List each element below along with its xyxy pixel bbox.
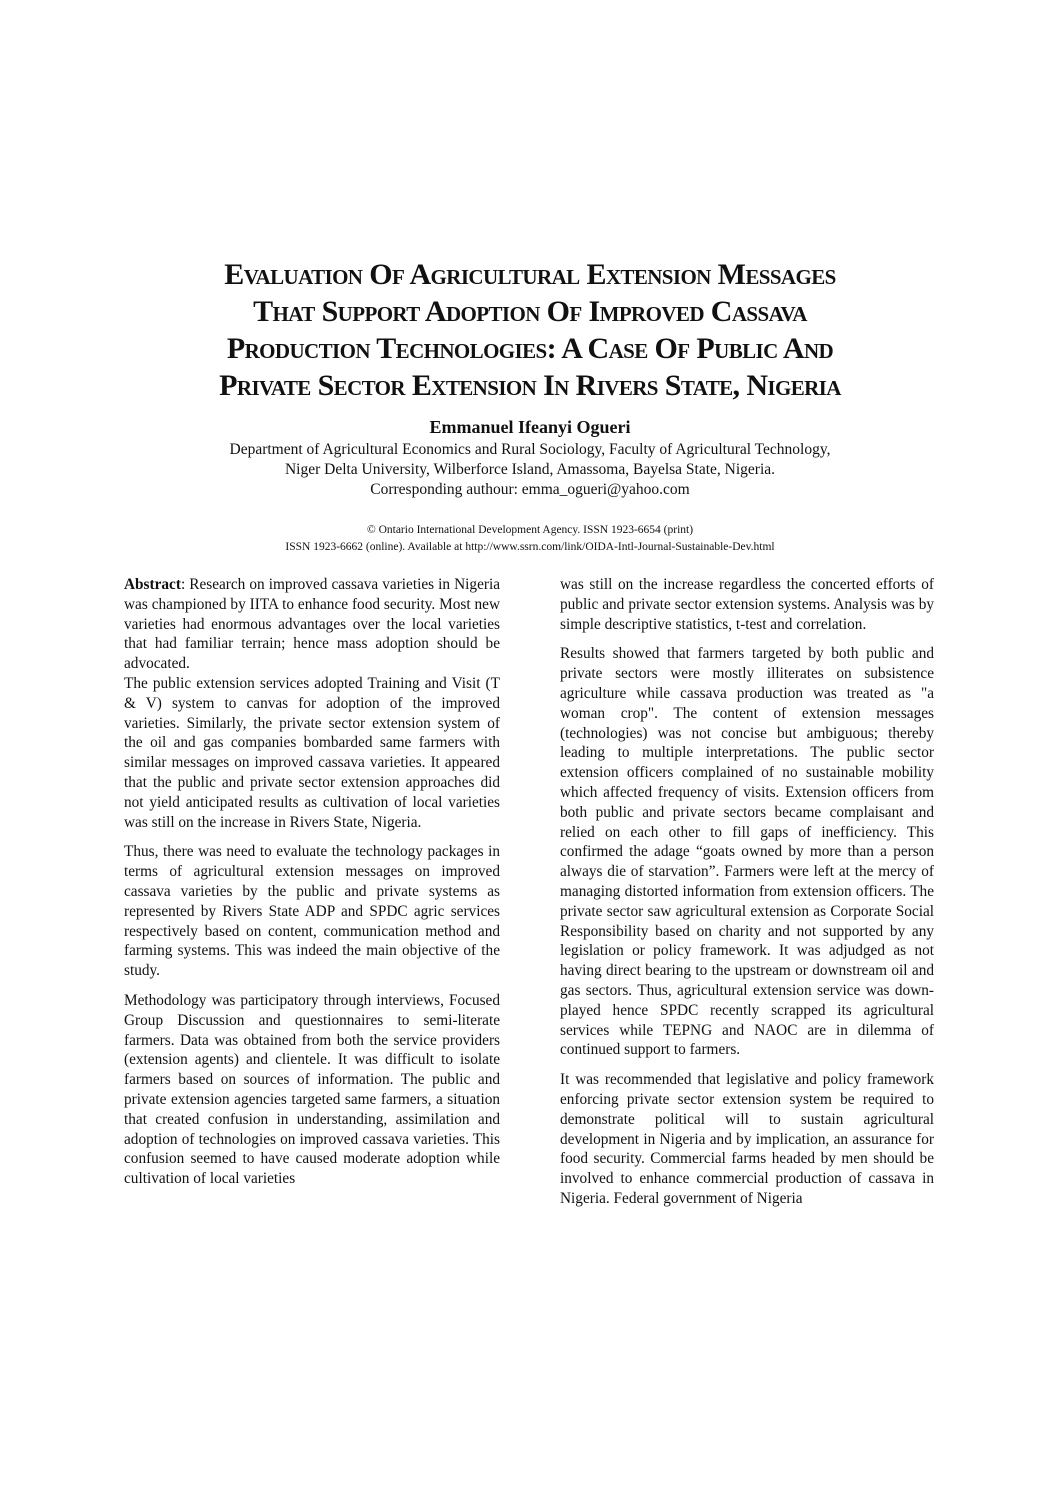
abstract-paragraph-text: : Research on improved cassava varieties in Nigeria was championed by IITA to enhance food security. Most new varieties had enormous advantages over the local varieties that had familiar terrain; hence mass adoption should be advocated. bbox=[124, 576, 500, 673]
abstract-label: Abstract bbox=[124, 576, 181, 593]
corresponding-author-email: Corresponding authour: emma_ogueri@yahoo.com bbox=[370, 481, 690, 498]
affiliation-line: Department of Agricultural Economics and Rural Sociology, Faculty of Agricultural Technology, bbox=[229, 441, 831, 458]
abstract-paragraph: Thus, there was need to evaluate the technology packages in terms of agricultural extension messages on improved cassava varieties by the public and private systems as represented by Rivers State ADP and SPDC agric services respectively based on content, communication method and farming systems. This was indeed the main objective of the study. bbox=[124, 843, 500, 980]
abstract-paragraph: It was recommended that legislative and policy framework enforcing private sector extension system be required to demonstrate political will to sustain agricultural development in Nigeria and by implication, an assurance for food security. Commercial farms headed by men should be involved to enhance commercial production of cassava in Nigeria. Federal government of Nigeria bbox=[560, 1071, 934, 1207]
paper-title bbox=[120, 256, 940, 404]
abstract-left-column bbox=[124, 575, 500, 1189]
title-line: Private Sector Extension In Rivers State, Nigeria bbox=[219, 369, 841, 402]
abstract-paragraph: Results showed that farmers targeted by both public and private sectors were mostly illiterates on subsistence agriculture while cassava production was treated as "a woman crop". The content of extension messages (technologies) was not concise but ambiguous; thereby leading to multiple interpretations. The public sector extension officers complained of no sustainable mobility which affected frequency of visits. Extension officers from both public and private sectors became complaisant and relied on each other to fill gaps of inefficiency. This confirmed the adage “goats owned by more than a person always die of starvation”. Farmers were left at the mercy of managing distorted information from extension officers. The private sector saw agricultural extension as Corporate Social Responsibility based on charity and not supported by any legislation or policy framework. It was adjudged as not having direct bearing to the upstream or downstream oil and gas sectors. Thus, agricultural extension service was down-played hence SPDC recently scrapped its agricultural services while TEPNG and NAOC are in dilemma of continued support to farmers. bbox=[560, 645, 934, 1059]
abstract-paragraph: The public extension services adopted Training and Visit (T & V) system to canvas for adoption of the improved varieties. Similarly, the private sector extension system of the oil and gas companies bombarded same farmers with similar messages on improved cassava varieties. It appeared that the public and private sector extension approaches did not yield anticipated results as cultivation of local varieties was still on the increase in Rivers State, Nigeria. bbox=[124, 674, 500, 831]
issn-availability-line: ISSN 1923-6662 (online). Available at http://www.ssrn.com/link/OIDA-Intl-Journal-Sustainable-Dev.html bbox=[285, 541, 775, 553]
abstract-paragraph: Methodology was participatory through interviews, Focused Group Discussion and questionnaires to semi-literate farmers. Data was obtained from both the service providers (extension agents) and clientele. It was difficult to isolate farmers based on sources of information. The public and private extension agencies targeted same farmers, a situation that created confusion in understanding, assimilation and adoption of technologies on improved cassava varieties. This confusion seemed to have caused moderate adoption while cultivation of local varieties bbox=[124, 991, 500, 1188]
abstract-right-column bbox=[560, 575, 934, 1209]
abstract-paragraph bbox=[124, 575, 500, 674]
author-affiliation bbox=[100, 440, 960, 500]
abstract-paragraph: was still on the increase regardless the concerted efforts of public and private sector extension systems. Analysis was by simple descriptive statistics, t-test and correlation. bbox=[560, 576, 934, 633]
copyright-notice bbox=[100, 522, 960, 556]
affiliation-line: Niger Delta University, Wilberforce Island, Amassoma, Bayelsa State, Nigeria. bbox=[284, 461, 776, 478]
copyright-line: © Ontario International Development Agency. ISSN 1923-6654 (print) bbox=[366, 524, 694, 536]
author-name: Emmanuel Ifeanyi Ogueri bbox=[429, 417, 631, 437]
title-line: Production Technologies: A Case Of Public And bbox=[226, 332, 834, 365]
title-line: That Support Adoption Of Improved Cassava bbox=[253, 295, 807, 328]
title-line: Evaluation Of Agricultural Extension Messages bbox=[224, 258, 836, 291]
